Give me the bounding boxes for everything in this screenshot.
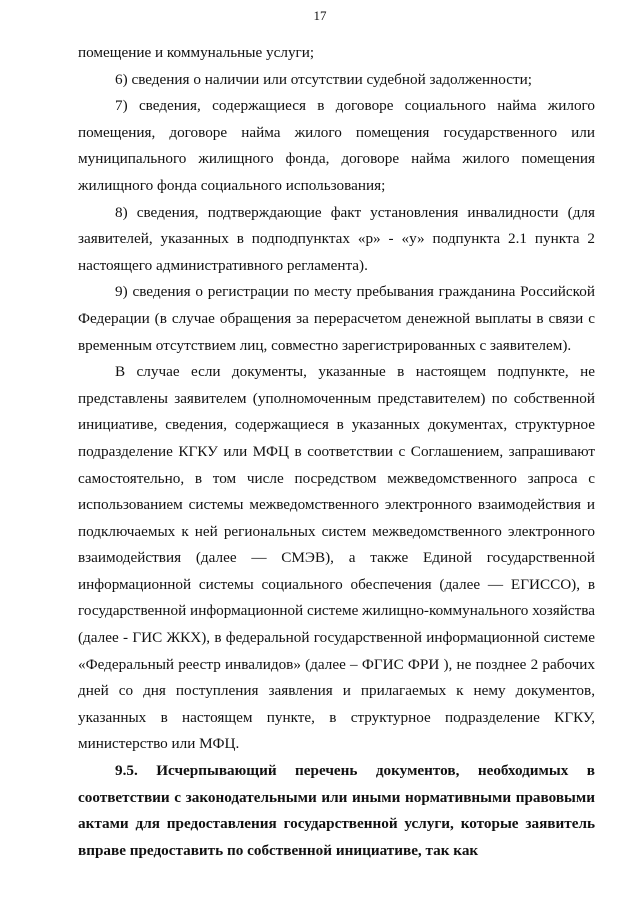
paragraph-item-9: 9) сведения о регистрации по месту пребывания гражданина Российской Федерации (в случае обращения за перерасчетом денежной выплаты в связи с временным отсутствием лиц, совместно зарегистрированных с заявителем). <box>78 283 595 354</box>
paragraph-request-procedure: В случае если документы, указанные в настоящем подпункте, не представлены заявителем (уполномоченным представителем) по собственной инициативе, сведения, содержащиеся в указанных документах, структурное подразделение КГКУ или МФЦ в соответствии с Соглашением, запрашивают самостоятельно, в том числе посредством межведомственного запроса с использованием системы межведомственного электронного взаимодействия и подключаемых к ней региональных систем межведомственного электронного взаимодействия (далее — СМЭВ), а также Единой государственной информационной системы социального обеспечения (далее — ЕГИССО), в государственной информационной системе жилищно-коммунального хозяйства (далее - ГИС ЖКХ), в федеральной государственной информационной системе «Федеральный реестр инвалидов» (далее – ФГИС ФРИ ), не позднее 2 рабочих дней со дня поступления заявления и прилагаемых к нему документов, указанных в настоящем пункте, в структурное подразделение КГКУ, министерство или МФЦ. <box>78 363 595 753</box>
paragraph-item-6: 6) сведения о наличии или отсутствии судебной задолженности; <box>115 70 532 88</box>
document-body <box>78 40 595 864</box>
paragraph-continuation: помещение и коммунальные услуги; <box>78 44 315 61</box>
paragraph-item-7: 7) сведения, содержащиеся в договоре социального найма жилого помещения, договоре найма жилого помещения государственного или муниципального жилищного фонда, договоре найма жилого помещения жилищного фонда социального использования; <box>78 97 595 194</box>
paragraph-item-8: 8) сведения, подтверждающие факт установления инвалидности (для заявителей, указанных в подподпунктах «р» - «у» подпункта 2.1 пункта 2 настоящего административного регламента). <box>78 203 595 274</box>
page-number: 17 <box>313 8 327 23</box>
section-heading-9-5: 9.5. Исчерпывающий перечень документов, необходимых в соответствии с законодательными или иными нормативными правовыми актами для предоставления государственной услуги, которые заявитель вправе предоставить по собственной инициативе, так как <box>78 762 595 859</box>
